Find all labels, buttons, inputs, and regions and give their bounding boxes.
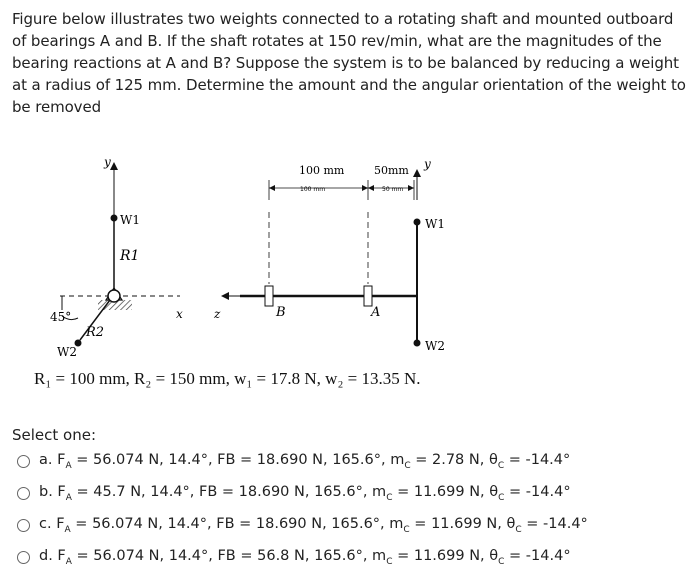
bearing-a	[364, 286, 372, 306]
w2-label-right: W2	[425, 339, 445, 353]
option-c[interactable]	[17, 516, 588, 535]
option-a-text: a. $F_A = 56.074$ N, 14.4°, FB = 18.690 N, 165.6°, $m_C = 2.78$ N, $\theta_C = -14.4^\circ$	[39, 452, 571, 471]
w1-mass-right	[414, 219, 421, 226]
dim-small-2: 50 mm	[382, 186, 404, 193]
x-label-left: x	[176, 307, 183, 321]
a-label: A	[371, 305, 381, 320]
w2-mass-right	[414, 340, 421, 347]
b-label: B	[276, 305, 286, 320]
w1-mass	[111, 215, 118, 222]
r2-label: R2	[86, 325, 105, 340]
r1-label: R1	[120, 248, 140, 264]
left-view	[50, 155, 183, 359]
y-label-left: y	[104, 155, 111, 169]
dim-top-2: 50mm	[374, 164, 409, 177]
option-d[interactable]	[17, 548, 571, 567]
radio-b[interactable]	[17, 487, 30, 500]
question-text: Figure below illustrates two weights connected to a rotating shaft and mounted outboard of bearings A and B. If the shaft rotates at 150 rev/min, what are the magnitudes of the bearing reactions at A and B? Suppose the system is to be balanced by reducing a weight at a radius of 125 mm. Determine the amount and the angular orientation of the weight to be removed	[12, 10, 686, 116]
option-b[interactable]	[17, 484, 571, 503]
z-label: z	[214, 307, 221, 321]
radio-d[interactable]	[17, 551, 30, 564]
y-label-right: y	[424, 157, 431, 171]
option-d-text: d. $F_A = 56.074$ N, 14.4°, FB = 56.8 N, 165.6°, $m_C = 11.699$ N, $\theta_C = -14.4^\circ$	[39, 548, 571, 567]
w1-label-left: W1	[120, 213, 140, 227]
radio-a[interactable]	[17, 455, 30, 468]
option-a[interactable]	[17, 452, 570, 471]
option-b-text: b. $F_A = 45.7$ N, 14.4°, FB = 18.690 N, 165.6°, $m_C = 11.699$ N, $\theta_C = -14.4^\circ$	[39, 484, 571, 503]
dim-small-1: 100 mm	[300, 186, 326, 193]
angle-label: 45°	[50, 310, 72, 324]
givens-text: R₁ = 100 mm, R₂ = 150 mm, w₁ = 17.8 N, w₂ = 13.35 N.	[34, 369, 421, 388]
option-c-text: c. $F_A = 56.074$ N, 14.4°, FB = 18.690 N, 165.6°, $m_C = 11.699$ N, $\theta_C = -14.4^\circ$	[39, 516, 588, 535]
w2-label-left: W2	[57, 345, 77, 359]
right-view	[213, 157, 445, 353]
radio-c[interactable]	[17, 519, 30, 532]
dim-top-1: 100 mm	[299, 164, 345, 177]
select-one-label: Select one:	[12, 426, 97, 444]
w1-label-right: W1	[425, 217, 445, 231]
bearing-b	[265, 286, 273, 306]
